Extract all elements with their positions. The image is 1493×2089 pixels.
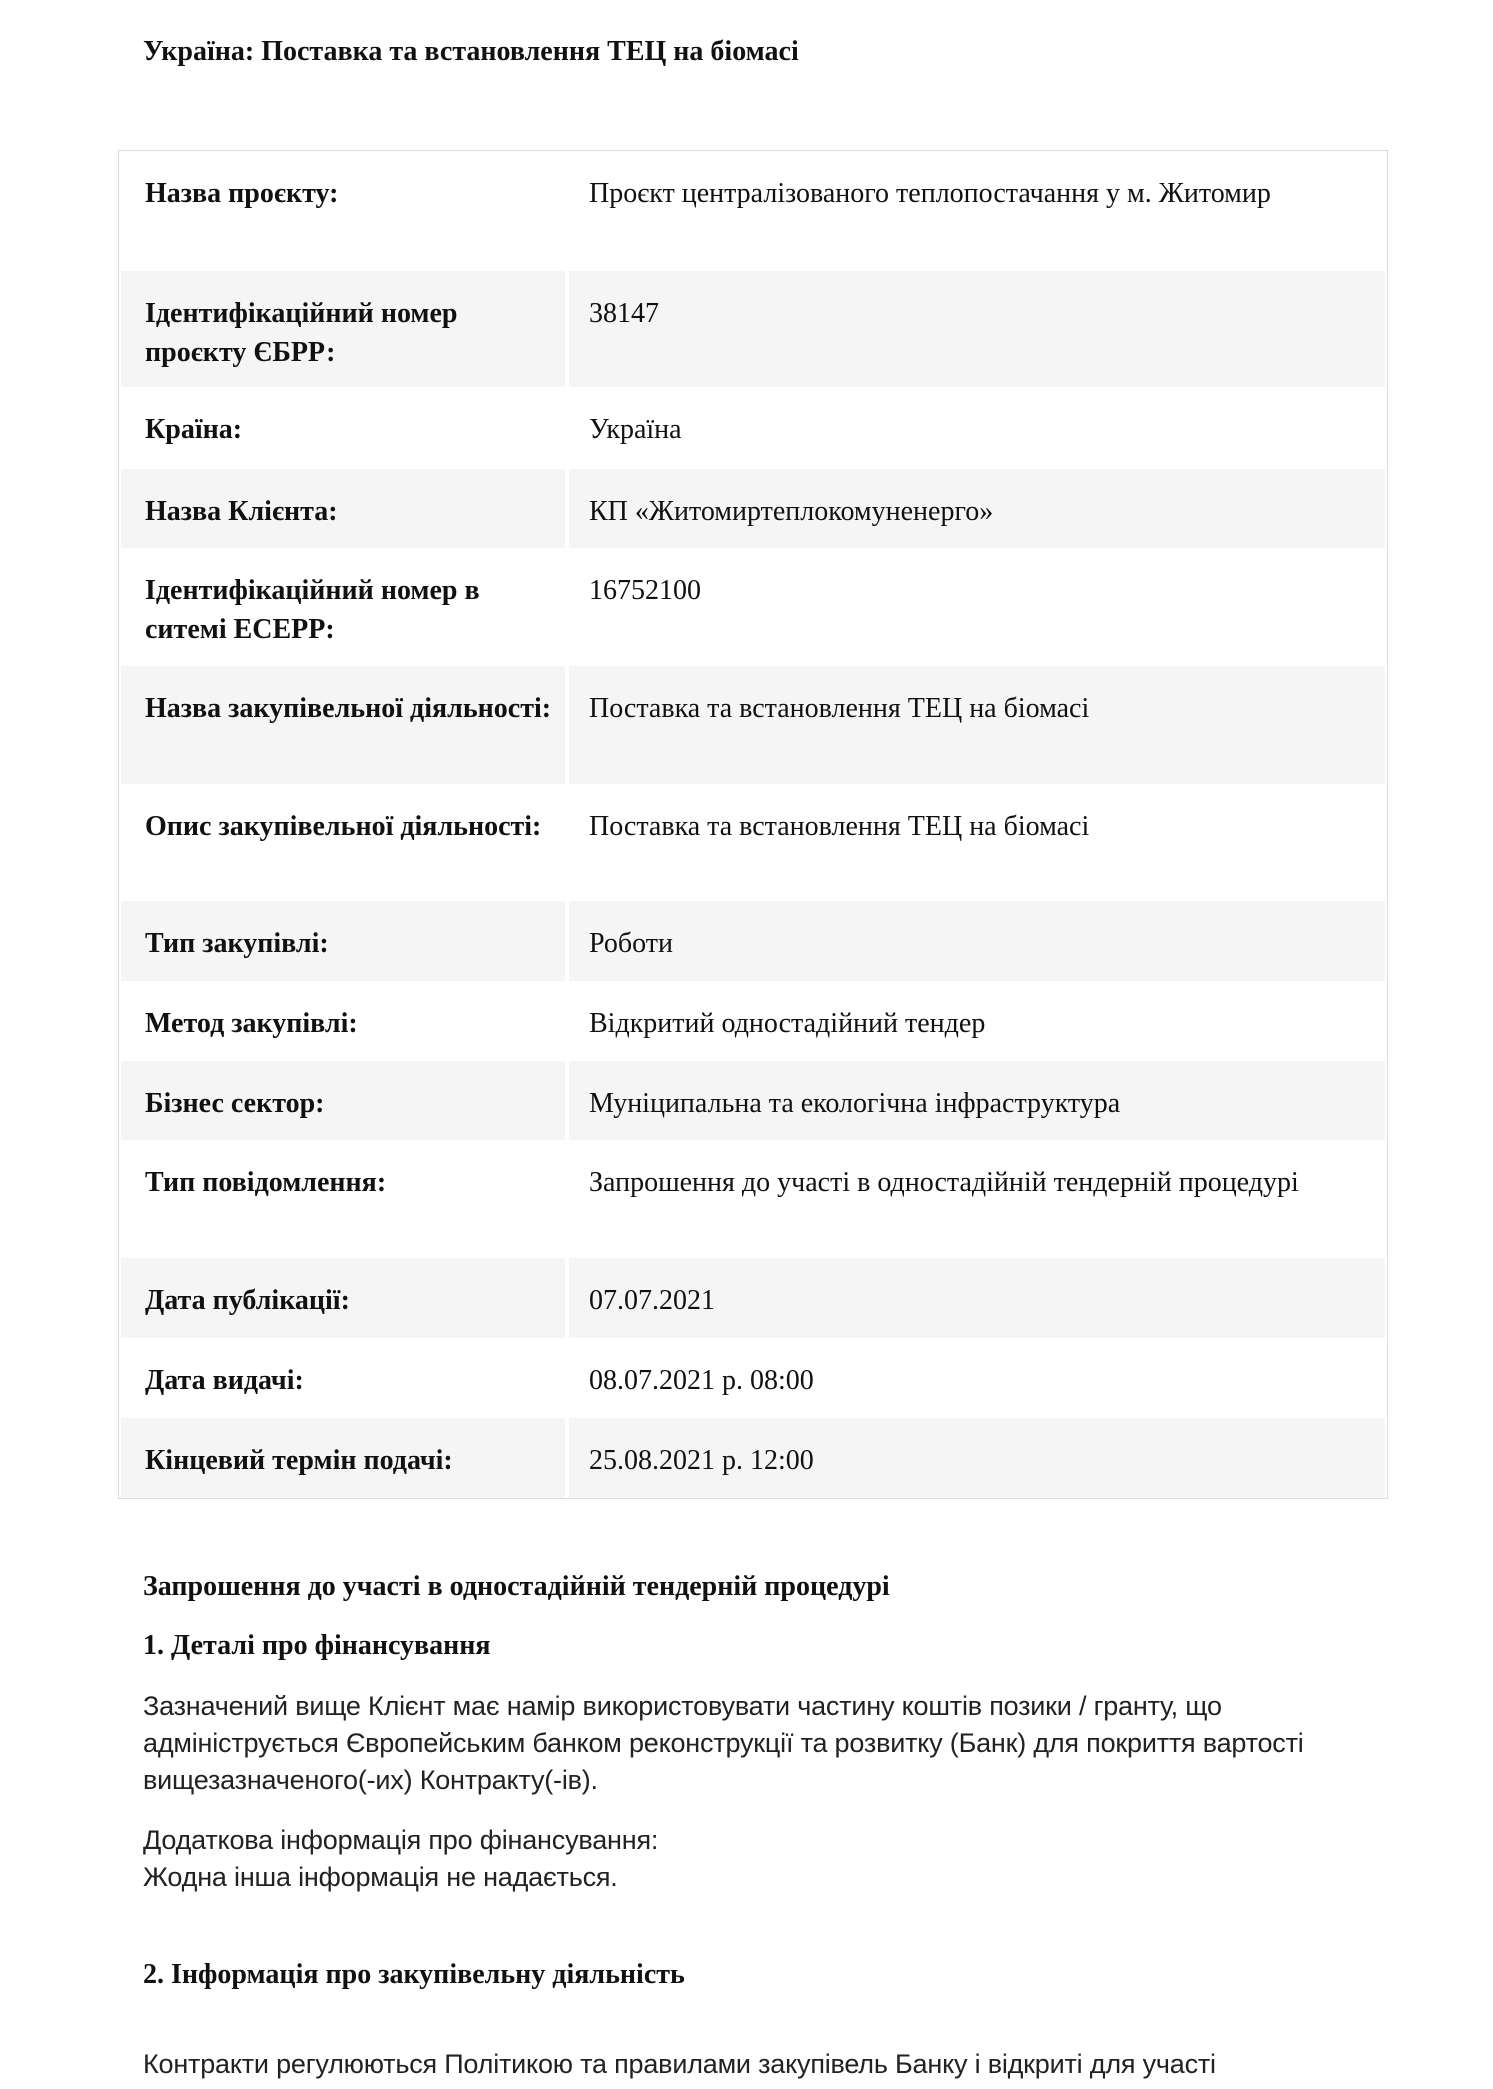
table-row — [121, 1418, 1385, 1498]
row-label: Назва закупівельної діяльності: — [121, 666, 569, 784]
table-row — [121, 1061, 1385, 1140]
table-row — [121, 981, 1385, 1061]
row-value: КП «Житомиртеплокомуненерго» — [589, 496, 994, 527]
table-row — [121, 151, 1385, 271]
row-label: Ідентифікаційний номер проєкту ЄБРР: — [121, 271, 569, 387]
row-label: Кінцевий термін подачі: — [121, 1418, 569, 1498]
row-label: Ідентифікаційний номер в ситемі ECEPP: — [121, 548, 569, 666]
section-2-paragraph: Контракти регулюються Політикою та правилами закупівель Банку і відкриті для участі — [143, 2049, 1216, 2079]
additional-financing-block — [143, 1822, 1413, 1896]
table-row — [121, 901, 1385, 981]
row-value: Роботи — [589, 928, 673, 959]
row-label: Бізнес сектор: — [121, 1061, 569, 1140]
table-row — [121, 1140, 1385, 1258]
row-label: Опис закупівельної діяльності: — [121, 784, 569, 901]
row-label: Дата публікації: — [121, 1258, 569, 1338]
additional-financing-label: Додаткова інформація про фінансування: — [143, 1825, 659, 1855]
table-row — [121, 784, 1385, 901]
row-label: Дата видачі: — [121, 1338, 569, 1418]
row-value: Відкритий одностадійний тендер — [589, 1008, 986, 1039]
row-value: 07.07.2021 — [589, 1285, 715, 1316]
page-title: Україна: Поставка та встановлення ТЕЦ на біомасі — [143, 36, 799, 67]
section-1-paragraph: Зазначений вище Клієнт має намір використовувати частину коштів позики / гранту, що адмініструється Європейським банком реконструкції та розвитку (Банк) для покриття вартості вищезазначеного(-их) Контракту(-ів). — [143, 1691, 1304, 1795]
row-label: Назва Клієнта: — [121, 469, 569, 548]
invitation-heading: Запрошення до участі в одностадійній тендерній процедурі — [143, 1571, 890, 1602]
table-row — [121, 469, 1385, 548]
row-label: Назва проєкту: — [121, 151, 569, 271]
table-row — [121, 271, 1385, 387]
table-row — [121, 1258, 1385, 1338]
row-value: Запрошення до участі в одностадійній тендерній процедурі — [589, 1167, 1299, 1198]
row-label: Тип повідомлення: — [121, 1140, 569, 1258]
row-label: Тип закупівлі: — [121, 901, 569, 981]
row-label: Метод закупівлі: — [121, 981, 569, 1061]
row-value: Проєкт централізованого теплопостачання у м. Житомир — [589, 178, 1271, 209]
row-value: 16752100 — [589, 575, 701, 606]
row-label: Країна: — [121, 387, 569, 469]
section-2-heading: 2. Інформація про закупівельну діяльність — [143, 1959, 685, 1990]
row-value: Україна — [589, 414, 682, 445]
table-row — [121, 1338, 1385, 1418]
section-1-heading: 1. Деталі про фінансування — [143, 1630, 491, 1661]
project-info-table — [118, 150, 1388, 1499]
row-value: Поставка та встановлення ТЕЦ на біомасі — [589, 811, 1090, 842]
table-row — [121, 666, 1385, 784]
table-row — [121, 387, 1385, 469]
table-row — [121, 548, 1385, 666]
row-value: 25.08.2021 р. 12:00 — [589, 1445, 814, 1476]
row-value: Муніципальна та екологічна інфраструктура — [589, 1088, 1121, 1119]
row-value: Поставка та встановлення ТЕЦ на біомасі — [589, 693, 1090, 724]
row-value: 38147 — [589, 298, 659, 329]
additional-financing-text: Жодна інша інформація не надається. — [143, 1862, 618, 1892]
row-value: 08.07.2021 р. 08:00 — [589, 1365, 814, 1396]
